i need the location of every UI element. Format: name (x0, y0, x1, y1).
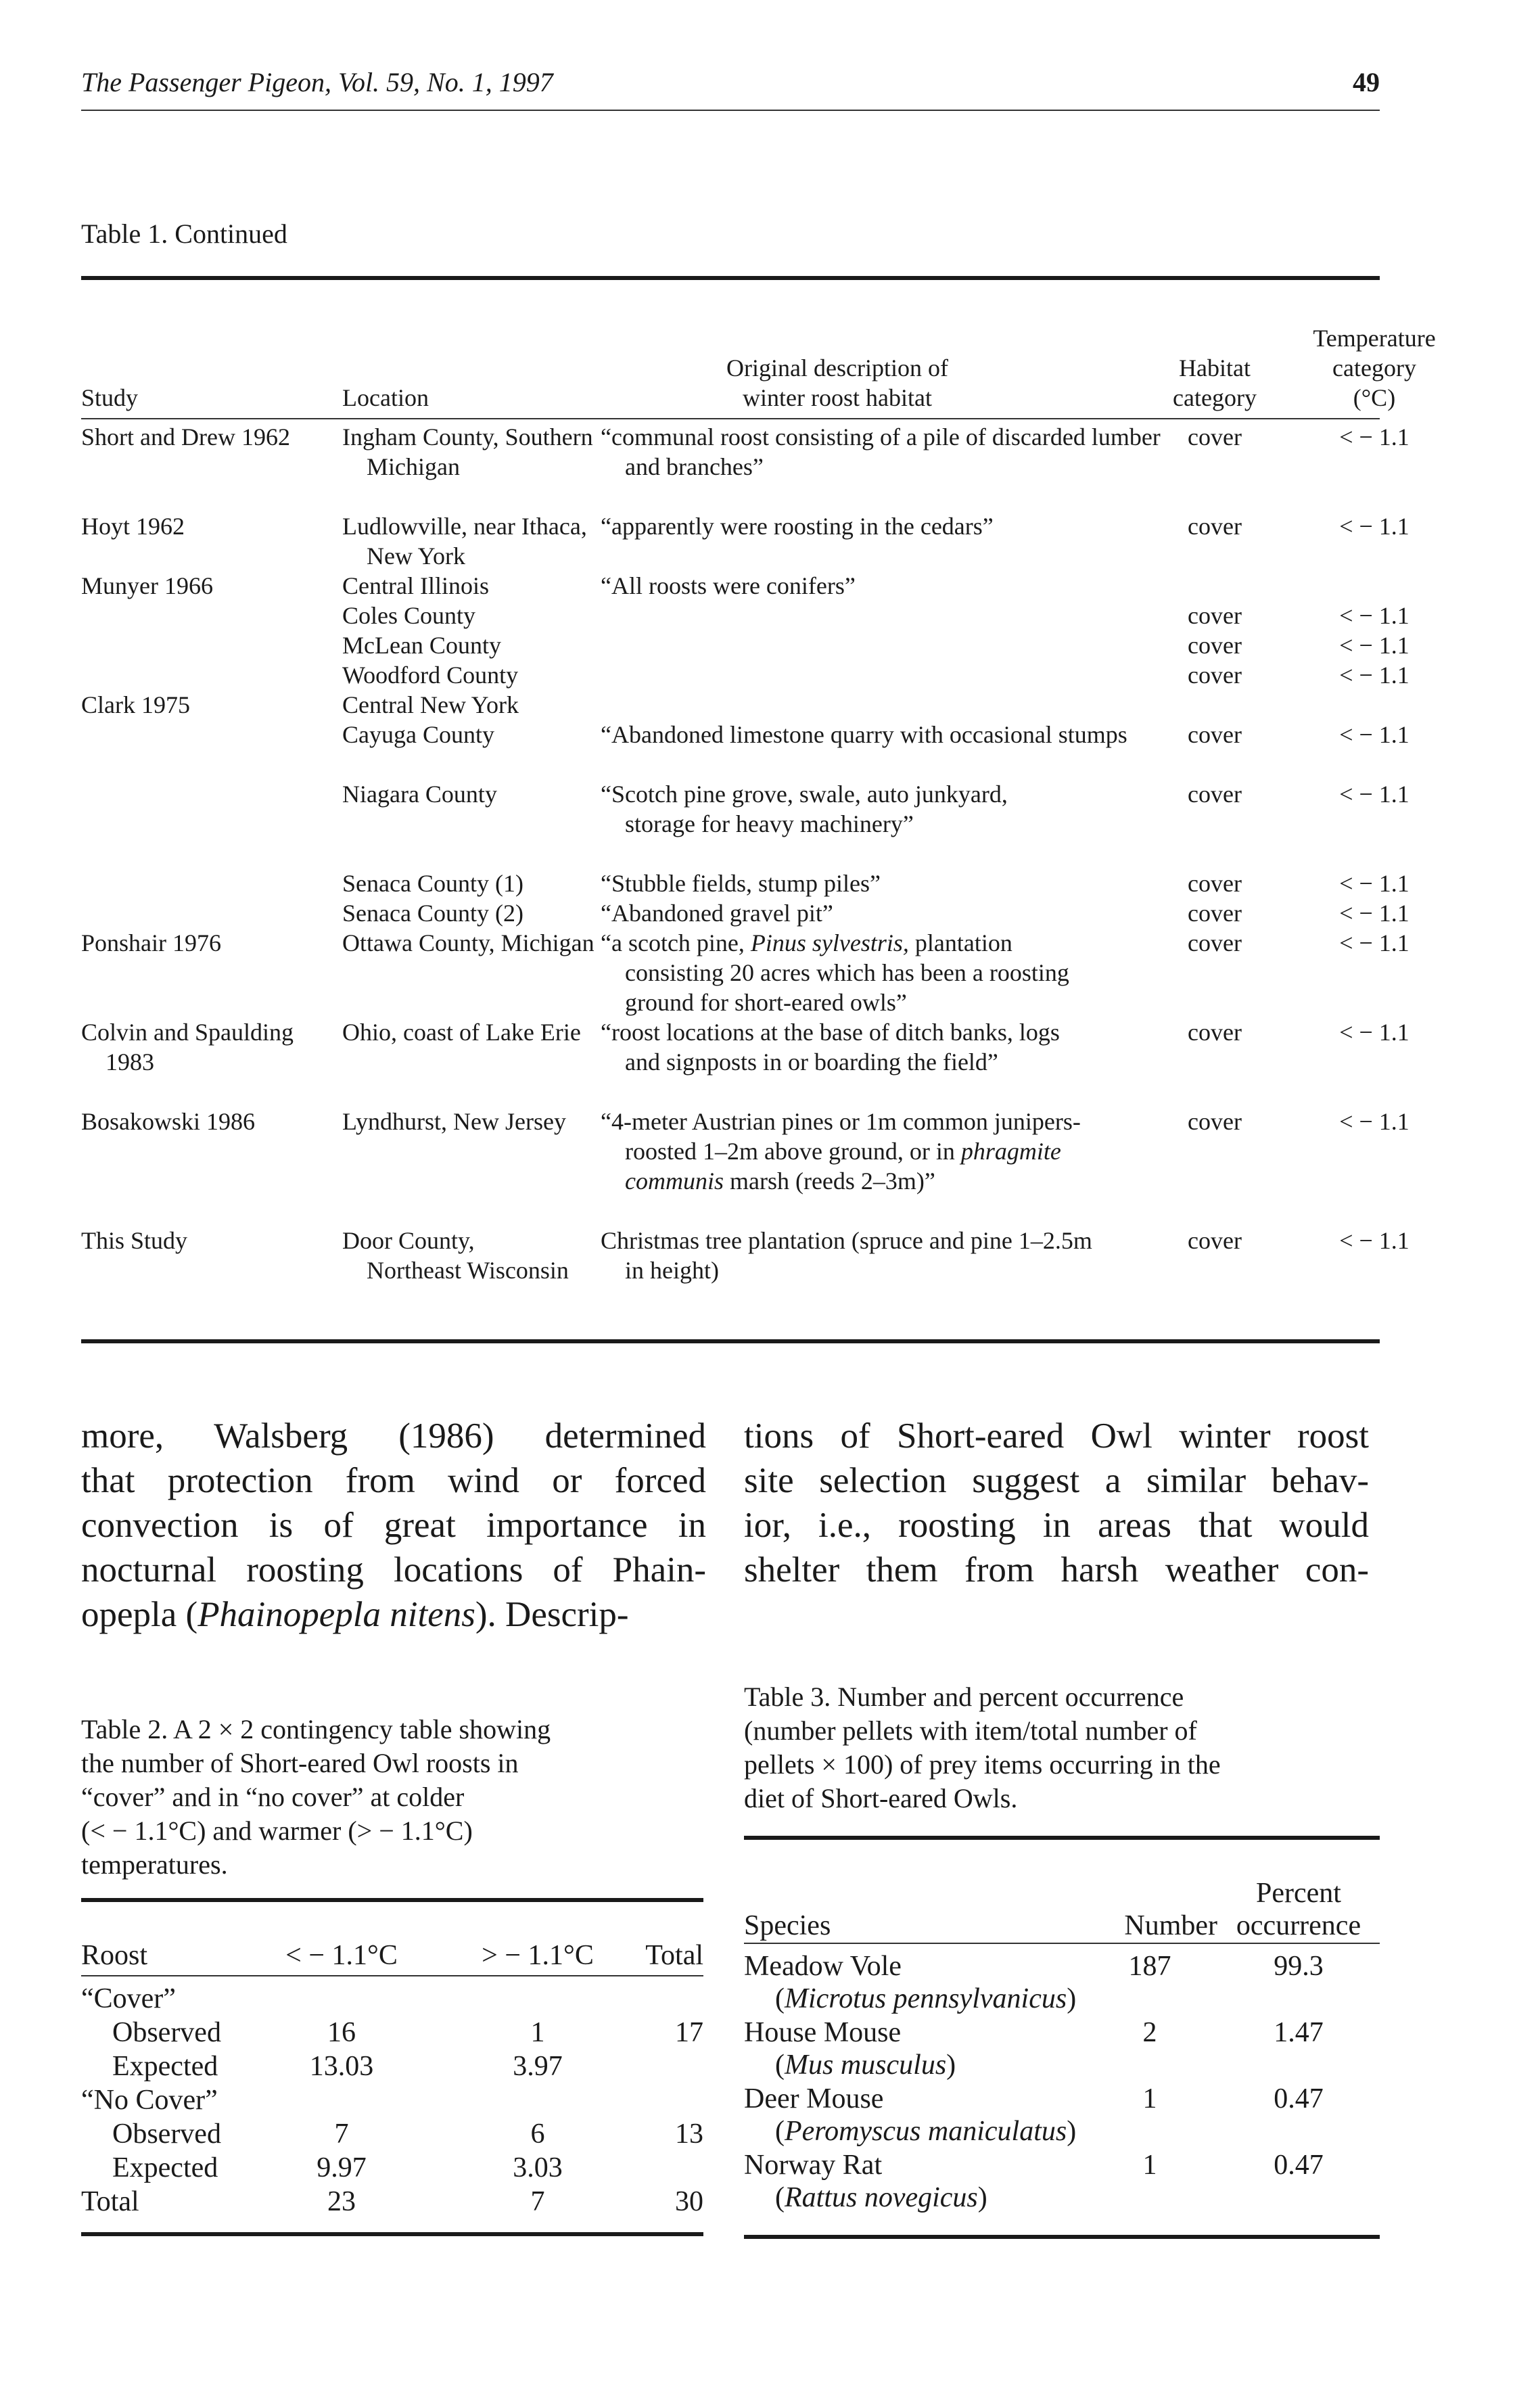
table3-body (744, 1949, 1380, 2220)
table1-header-desc-1: Original description of (726, 354, 948, 381)
cell-study: Colvin and Spaulding 1983 (81, 1019, 294, 1075)
cell-percent: 99.3 (1274, 1951, 1324, 1982)
table3-bottom-rule (744, 2235, 1380, 2239)
cell-temperature: < − 1.1 (1339, 929, 1409, 956)
cell-total: 13 (675, 2118, 703, 2150)
cell-location: Senaca County (1) (342, 870, 523, 897)
cell-warm: 3.03 (513, 2152, 563, 2183)
cell-warm: 7 (530, 2186, 545, 2217)
cell-number: 2 (1142, 2017, 1157, 2048)
text-line: nocturnal roosting locations of Phain- (81, 1550, 706, 1590)
cell-habitat: cover (1188, 1108, 1242, 1135)
cell-number: 1 (1142, 2083, 1157, 2114)
table2-header-cold: < − 1.1°C (285, 1940, 398, 1971)
cell-study: Bosakowski 1986 (81, 1108, 256, 1135)
cell-location: Coles County (342, 602, 476, 629)
cell-roost: Expected (112, 2152, 218, 2183)
cell-total: 17 (675, 2017, 703, 2048)
cell-description: “communal roost consisting of a pile of discarded lumber and branches” (601, 423, 1161, 480)
table1-header-desc-2: winter roost habitat (743, 384, 932, 411)
cell-description: “All roosts were conifers” (601, 572, 856, 599)
cell-description: “a scotch pine, Pinus sylvestris, plantation consisting 20 acres which has been a roosting ground for short-eared owls” (601, 929, 1069, 1016)
table1-header (81, 323, 1436, 418)
cell-habitat: cover (1188, 721, 1242, 748)
cell-warm: 6 (530, 2118, 545, 2150)
cell-habitat: cover (1188, 900, 1242, 927)
cell-species: Deer Mouse (744, 2083, 884, 2114)
cell-study: Short and Drew 1962 (81, 423, 290, 450)
cell-roost: Observed (112, 2017, 221, 2048)
cell-location: Central New York (342, 691, 519, 718)
cell-location: Central Illinois (342, 572, 489, 599)
cell-description: “4-meter Austrian pines or 1m common junipers-roosted 1–2m above ground, or in phragmite communis marsh (reeds 2–3m)” (601, 1108, 1081, 1195)
text-line: more, Walsberg (1986) determined (81, 1416, 706, 1456)
table3-caption: Table 3. Number and percent occurrence (number pellets with item/total number of pellets × 100) of prey items occurring in the diet of Short-eared Owls. (744, 1682, 1221, 1813)
cell-location: Niagara County (342, 781, 497, 808)
page-number: 49 (1353, 67, 1380, 97)
text-line: opepla (Phainopepla nitens). Descrip- (81, 1595, 629, 1634)
cell-study: Ponshair 1976 (81, 929, 221, 956)
table2-caption: Table 2. A 2 × 2 contingency table showing the number of Short-eared Owl roosts in “cover” and in “no cover” at colder (< − 1.1°C) and warmer (> − 1.1°C) temperatures. (81, 1714, 551, 1880)
cell-roost: Observed (112, 2118, 221, 2150)
cell-location: Woodford County (342, 662, 519, 689)
table2-bottom-rule (81, 2232, 703, 2236)
table1-header-temp-3: (°C) (1353, 384, 1396, 411)
table1-header-rule (81, 418, 1380, 419)
cell-temperature: < − 1.1 (1339, 1019, 1409, 1046)
text-line: ior, i.e., roosting in areas that would (744, 1506, 1369, 1545)
cell-roost: “No Cover” (81, 2085, 218, 2116)
cell-temperature: < − 1.1 (1339, 632, 1409, 659)
cell-percent: 1.47 (1274, 2017, 1324, 2048)
table3-header-species: Species (744, 1910, 831, 1941)
text-line: shelter them from harsh weather con- (744, 1550, 1369, 1590)
cell-warm: 3.97 (513, 2051, 563, 2082)
table1-header-study: Study (81, 384, 139, 411)
table1-body (81, 422, 1409, 1315)
table3-header-percent-1: Percent (1256, 1878, 1341, 1909)
cell-description: “Abandoned limestone quarry with occasional stumps (601, 721, 1127, 748)
cell-description: “Stubble fields, stump piles” (601, 870, 881, 897)
cell-location: Door County, Northeast Wisconsin (342, 1227, 569, 1284)
cell-cold: 23 (327, 2186, 356, 2217)
table3-header-rule (744, 1943, 1380, 1944)
cell-number: 1 (1142, 2150, 1157, 2181)
header-rule (81, 110, 1380, 111)
cell-scientific-name: (Mus musculus) (775, 2050, 956, 2081)
table2-top-rule (81, 1898, 703, 1902)
cell-temperature: < − 1.1 (1339, 900, 1409, 927)
cell-habitat: cover (1188, 513, 1242, 540)
table1-header-hab-1: Habitat (1179, 354, 1251, 381)
cell-habitat: cover (1188, 781, 1242, 808)
cell-habitat: cover (1188, 662, 1242, 689)
cell-study: Hoyt 1962 (81, 513, 185, 540)
cell-study: Munyer 1966 (81, 572, 213, 599)
cell-species: House Mouse (744, 2017, 902, 2048)
cell-description: “Abandoned gravel pit” (601, 900, 833, 927)
cell-cold: 7 (334, 2118, 349, 2150)
body-text-left (81, 1414, 706, 1637)
cell-species: Meadow Vole (744, 1951, 902, 1982)
cell-study: Clark 1975 (81, 691, 190, 718)
cell-temperature: < − 1.1 (1339, 423, 1409, 450)
body-text-right (744, 1414, 1369, 1592)
text-line: that protection from wind or forced (81, 1461, 706, 1500)
running-header: The Passenger Pigeon, Vol. 59, No. 1, 1997 (81, 67, 553, 97)
table1-header-temp-2: category (1332, 354, 1416, 381)
cell-scientific-name: (Rattus novegicus) (775, 2182, 987, 2213)
cell-temperature: < − 1.1 (1339, 513, 1409, 540)
cell-location: McLean County (342, 632, 501, 659)
cell-habitat: cover (1188, 632, 1242, 659)
cell-location: Ohio, coast of Lake Erie (342, 1019, 581, 1046)
cell-description: “Scotch pine grove, swale, auto junkyard, storage for heavy machinery” (601, 781, 1008, 837)
table3-header (744, 1876, 1380, 1944)
cell-percent: 0.47 (1274, 2083, 1324, 2114)
table3-header-percent-2: occurrence (1236, 1910, 1361, 1941)
table1-top-rule (81, 276, 1380, 280)
cell-habitat: cover (1188, 602, 1242, 629)
cell-number: 187 (1128, 1951, 1171, 1982)
cell-scientific-name: (Microtus pennsylvanicus) (775, 1983, 1077, 2014)
cell-temperature: < − 1.1 (1339, 602, 1409, 629)
cell-location: Senaca County (2) (342, 900, 523, 927)
table1-caption: Table 1. Continued (81, 218, 287, 249)
cell-temperature: < − 1.1 (1339, 870, 1409, 897)
text-line: site selection suggest a similar behav- (744, 1461, 1369, 1500)
table1-header-hab-2: category (1173, 384, 1257, 411)
table2-header-total: Total (645, 1940, 703, 1971)
cell-description: “roost locations at the base of ditch banks, logs and signposts in or boarding the field” (601, 1019, 1060, 1075)
table3-header-number: Number (1124, 1910, 1217, 1941)
cell-temperature: < − 1.1 (1339, 781, 1409, 808)
cell-temperature: < − 1.1 (1339, 1108, 1409, 1135)
cell-location: Lyndhurst, New Jersey (342, 1108, 566, 1135)
cell-description: “apparently were roosting in the cedars” (601, 513, 994, 540)
table1-header-location: Location (342, 384, 429, 411)
cell-cold: 16 (327, 2017, 356, 2048)
table2-header (81, 1939, 703, 1972)
table2-header-warm: > − 1.1°C (482, 1940, 594, 1971)
cell-warm: 1 (530, 2017, 545, 2048)
cell-habitat: cover (1188, 870, 1242, 897)
table2-header-rule (81, 1975, 703, 1976)
cell-temperature: < − 1.1 (1339, 662, 1409, 689)
text-line: convection is of great importance in (81, 1506, 706, 1545)
cell-roost: Total (81, 2186, 139, 2217)
cell-cold: 13.03 (309, 2051, 374, 2082)
cell-location: Cayuga County (342, 721, 494, 748)
cell-cold: 9.97 (317, 2152, 367, 2183)
cell-species: Norway Rat (744, 2150, 883, 2181)
cell-total: 30 (675, 2186, 703, 2217)
cell-location: Ingham County, Southern Michigan (342, 423, 593, 480)
cell-location: Ottawa County, Michigan (342, 929, 595, 956)
cell-habitat: cover (1188, 423, 1242, 450)
cell-study: This Study (81, 1227, 188, 1254)
text-line: tions of Short-eared Owl winter roost (744, 1416, 1369, 1456)
cell-habitat: cover (1188, 929, 1242, 956)
cell-roost: Expected (112, 2051, 218, 2082)
cell-description: Christmas tree plantation (spruce and pine 1–2.5m in height) (601, 1227, 1092, 1284)
table2-header-roost: Roost (81, 1940, 148, 1971)
cell-habitat: cover (1188, 1019, 1242, 1046)
table3-top-rule (744, 1836, 1380, 1840)
cell-temperature: < − 1.1 (1339, 1227, 1409, 1254)
cell-percent: 0.47 (1274, 2150, 1324, 2181)
table1-bottom-rule (81, 1339, 1380, 1343)
cell-location: Ludlowville, near Ithaca, New York (342, 513, 587, 570)
cell-temperature: < − 1.1 (1339, 721, 1409, 748)
cell-habitat: cover (1188, 1227, 1242, 1254)
table1-header-temp-1: Temperature (1313, 325, 1436, 352)
cell-scientific-name: (Peromyscus maniculatus) (775, 2116, 1077, 2147)
cell-roost: “Cover” (81, 1983, 176, 2014)
table2-body (81, 1982, 703, 2219)
